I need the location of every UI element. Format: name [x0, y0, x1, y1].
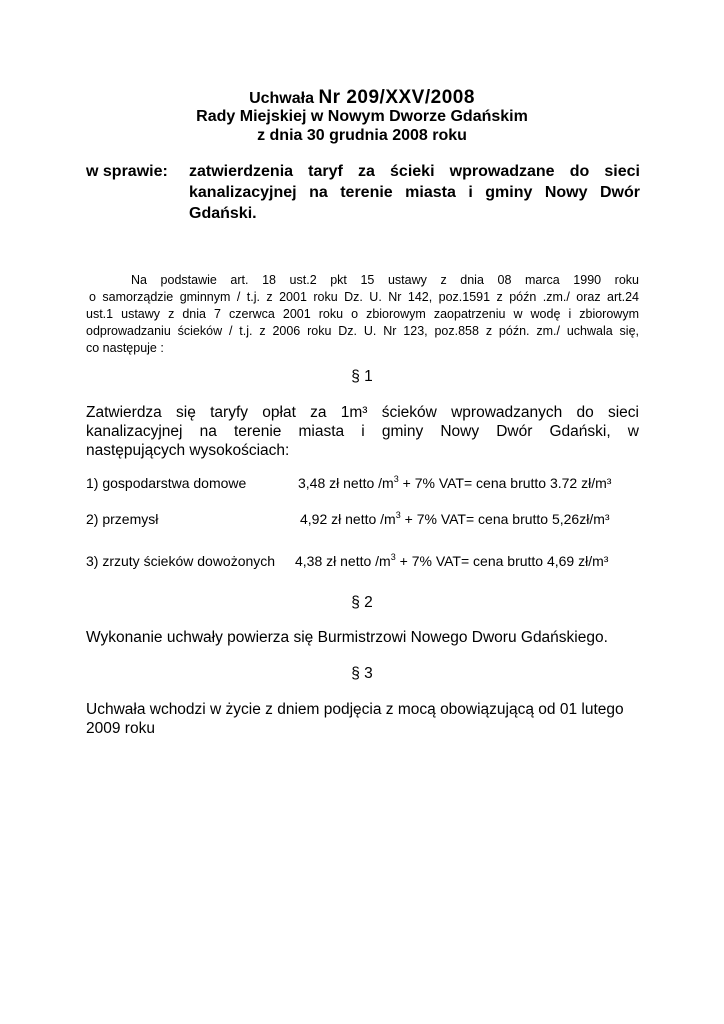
tariff-unit-exponent: 3 [390, 552, 396, 562]
tariff-gross-price: + 7% VAT= cena brutto 4,69 zł/m³ [395, 553, 609, 569]
title-prefix: Uchwała [249, 90, 314, 107]
subject-label: w sprawie: [86, 163, 168, 180]
section-1-intro-line: kanalizacyjnej na terenie miasta i gminy Nowy Dwór Gdański, w [86, 423, 639, 440]
resolution-date: z dnia 30 grudnia 2008 roku [257, 127, 467, 144]
document-title [0, 88, 724, 109]
legal-basis-line: ust.1 ustawy z dnia 7 czerwca 2001 roku o zbiorowym zaopatrzeniu w wodę i zbiorowym [86, 307, 639, 321]
section-1-intro-line: następujących wysokościach: [86, 442, 290, 459]
legal-basis-line: co następuje : [86, 341, 164, 355]
tariff-net-price: 4,38 zł netto /m [295, 553, 391, 569]
section-1-heading: § 1 [351, 368, 373, 385]
legal-basis-line: o samorządzie gminnym / t.j. z 2001 roku Dz. U. Nr 142, poz.1591 z późn .zm./ oraz art.24 [89, 290, 639, 304]
section-1-intro [86, 403, 639, 460]
legal-basis [86, 272, 639, 357]
section-2-heading: § 2 [351, 594, 373, 611]
section-3-text [86, 700, 639, 738]
tariff-row [86, 474, 612, 492]
legal-basis-line: odprowadzaniu ścieków / t.j. z 2006 roku Dz. U. Nr 123, poz.858 z późn. zm./ uchwala się, [86, 324, 639, 338]
tariff-name: 2) przemysł [86, 511, 159, 527]
tariff-name: 3) zrzuty ścieków dowożonych [86, 553, 276, 569]
tariff-unit-exponent: 3 [393, 474, 399, 484]
subject-block [86, 161, 640, 224]
tariff-unit-exponent: 3 [395, 510, 401, 520]
tariff-row [86, 510, 610, 528]
section-1-intro-line: Zatwierdza się taryfy opłat za 1m³ ścieków wprowadzanych do sieci [86, 404, 639, 421]
section-3-line: 2009 roku [86, 720, 155, 737]
tariff-row [86, 552, 609, 570]
tariff-net-price: 3,48 zł netto /m [298, 475, 394, 491]
section-3-heading: § 3 [351, 665, 373, 682]
tariff-net-price: 4,92 zł netto /m [300, 511, 396, 527]
section-3-line: Uchwała wchodzi w życie z dniem podjęcia z mocą obowiązującą od 01 lutego [86, 701, 624, 718]
subject-text: zatwierdzenia taryf za ścieki wprowadzane do sieci kanalizacyjnej na terenie miasta i gminy Nowy Dwór Gdański. [189, 163, 640, 222]
tariff-price [300, 510, 610, 528]
section-2-text: Wykonanie uchwały powierza się Burmistrzowi Nowego Dworu Gdańskiego. [86, 629, 608, 646]
resolution-number: Nr 209/XXV/2008 [318, 87, 475, 108]
tariff-gross-price: + 7% VAT= cena brutto 5,26zł/m³ [400, 511, 610, 527]
tariff-price [295, 552, 608, 570]
tariff-name: 1) gospodarstwa domowe [86, 475, 247, 491]
tariff-gross-price: + 7% VAT= cena brutto 3.72 zł/m³ [398, 475, 612, 491]
legal-basis-line: Na podstawie art. 18 ust.2 pkt 15 ustawy z dnia 08 marca 1990 roku [131, 273, 639, 287]
tariff-price [298, 474, 611, 492]
council-name: Rady Miejskiej w Nowym Dworze Gdańskim [196, 108, 528, 125]
